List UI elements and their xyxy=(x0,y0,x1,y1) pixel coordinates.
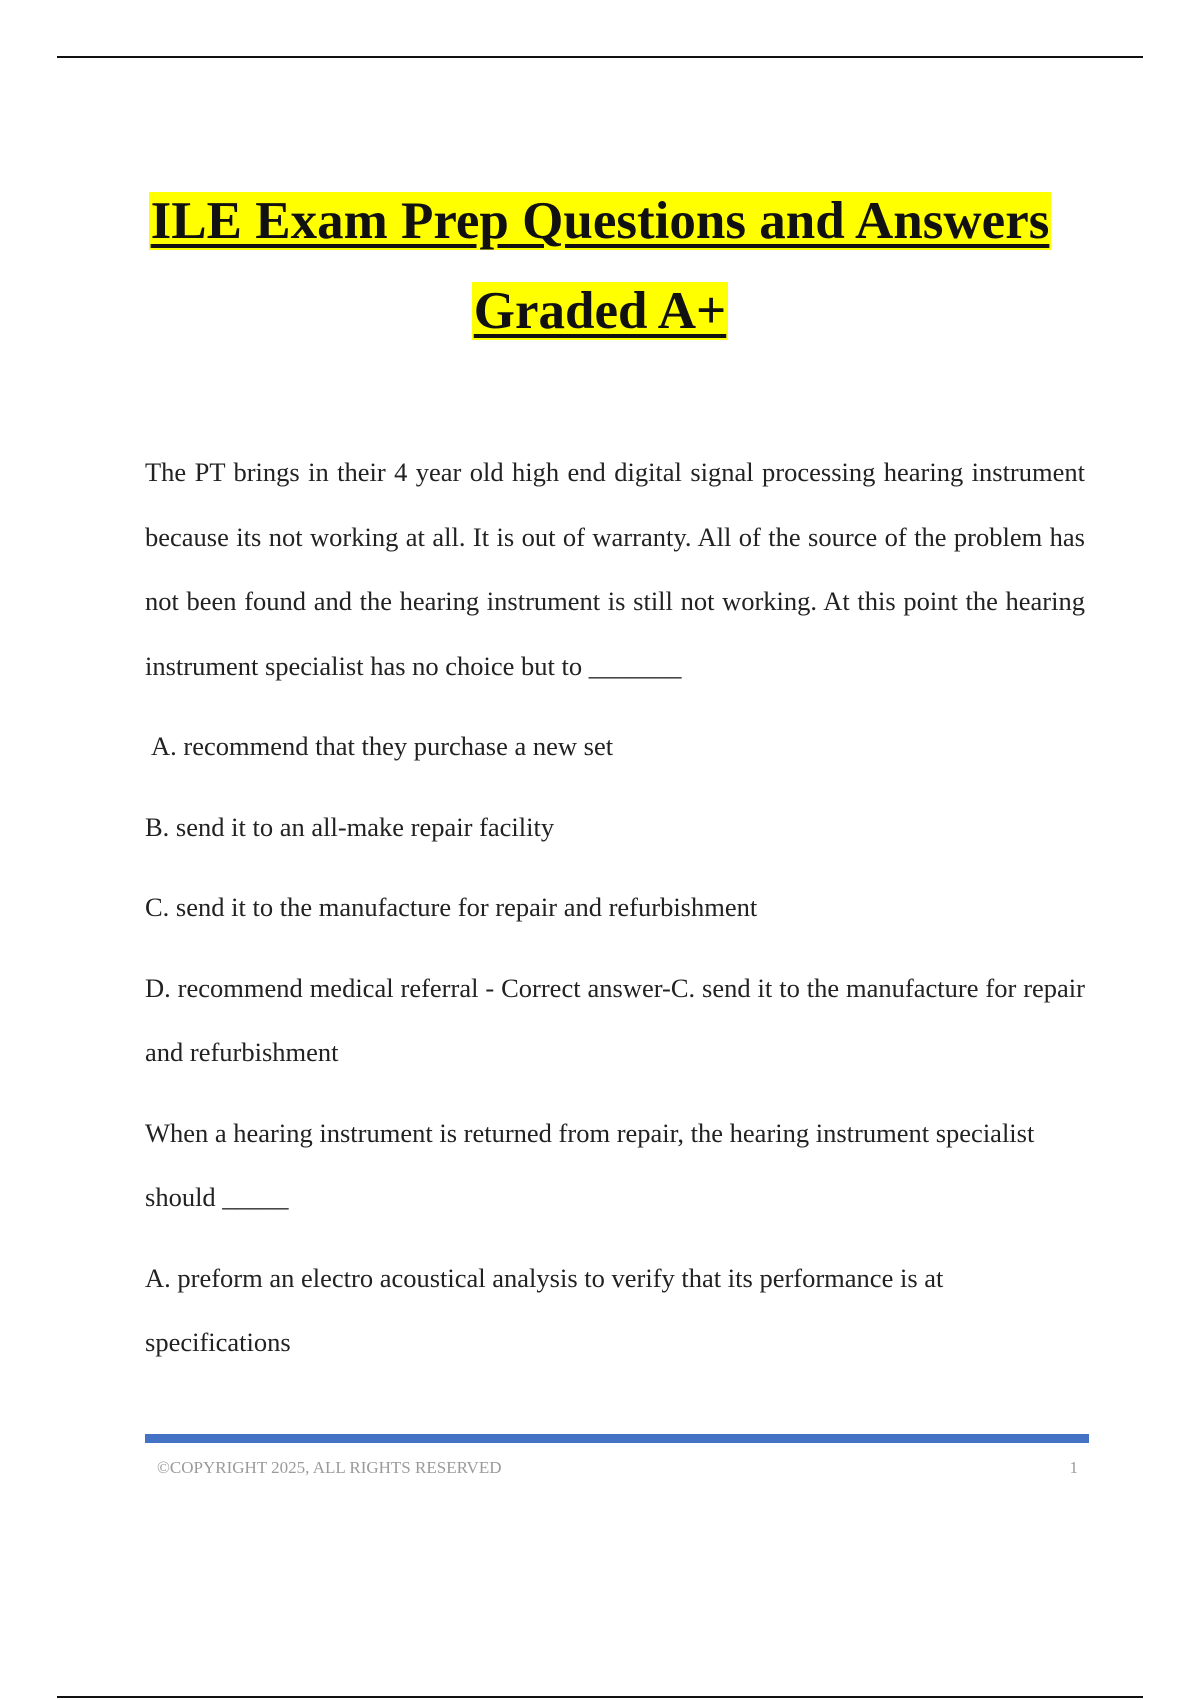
footer-copyright: ©COPYRIGHT 2025, ALL RIGHTS RESERVED xyxy=(157,1458,502,1477)
title-line-1: ILE Exam Prep Questions and Answers xyxy=(150,192,1050,250)
question-2-text: When a hearing instrument is returned from repair, the hearing instrument specialist should _____ xyxy=(145,1117,1035,1212)
document-body xyxy=(145,440,1085,1391)
title-line-2: Graded A+ xyxy=(473,282,727,340)
footer-rule xyxy=(145,1434,1089,1443)
question-2-option-a: A. preform an electro acoustical analysis to verify that its performance is at specifications xyxy=(145,1262,944,1357)
question-1-option-a: A. recommend that they purchase a new set xyxy=(151,731,614,761)
question-1-option-d-answer: D. recommend medical referral - Correct answer-C. send it to the manufacture for repair and refurbishment xyxy=(145,972,1085,1067)
page-top-rule xyxy=(57,56,1143,58)
footer-page-number: 1 xyxy=(1069,1458,1078,1477)
document-title xyxy=(0,176,1200,356)
question-1-option-c: C. send it to the manufacture for repair and refurbishment xyxy=(145,892,758,922)
page-bottom-rule xyxy=(57,1696,1143,1698)
question-1-text: The PT brings in their 4 year old high end digital signal processing hearing instrument because its not working at all. It is out of warranty. All of the source of the problem has not been found and the hearing instrument is still not working. At this point the hearing instrument specialist has no choice but to _______ xyxy=(145,457,1085,681)
question-1-option-b: B. send it to an all-make repair facility xyxy=(145,811,555,842)
